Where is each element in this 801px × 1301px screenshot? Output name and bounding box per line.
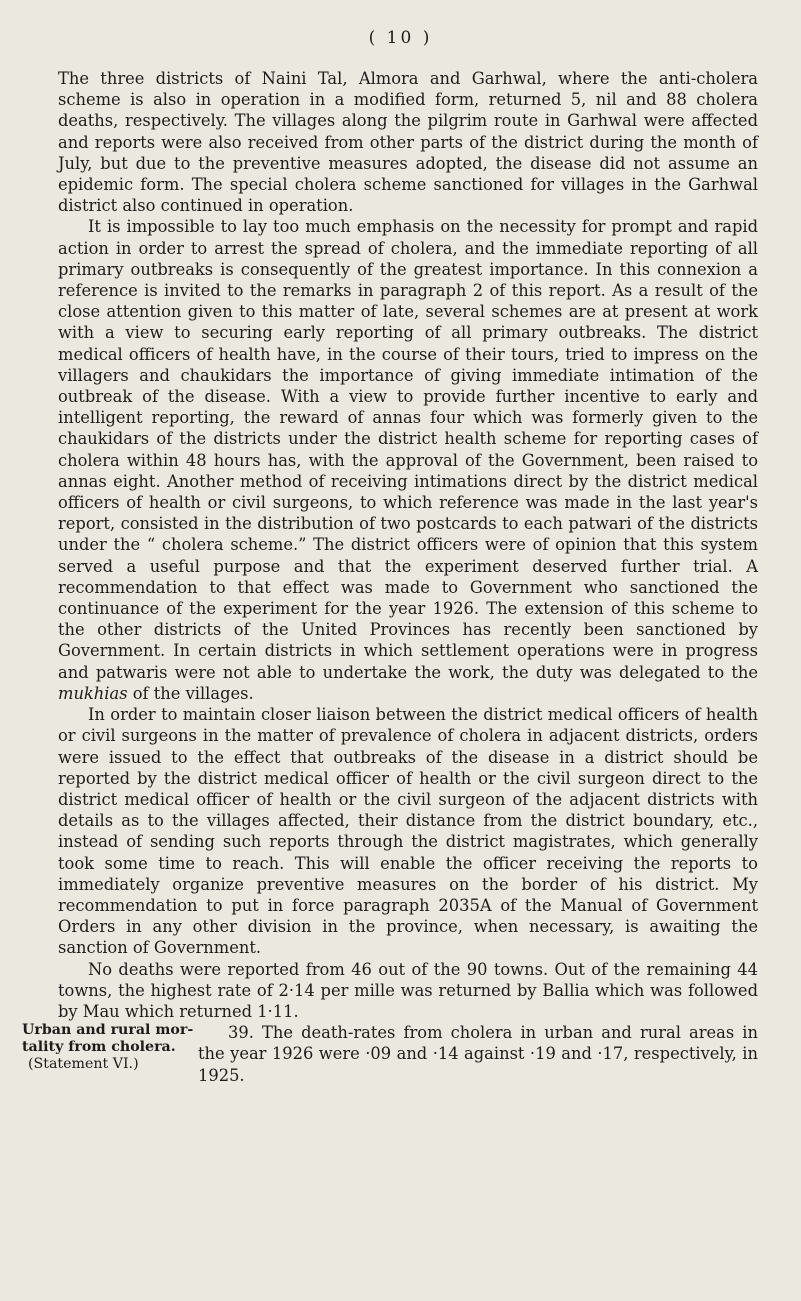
marginal-note: [22, 1022, 198, 1073]
paragraph-towns: No deaths were reported from 46 out of the 90 towns. Out of the remaining 44 towns, the highest rate of 2·14 per mille was returned by Ballia which was followed by Mau which returned 1·11.: [58, 959, 758, 1021]
paragraph-reporting-tail: of the villages.: [127, 683, 254, 703]
paragraph-reporting-outbreaks: [58, 216, 758, 704]
paragraph-kumaon-districts: The three districts of Naini Tal, Almora and Garhwal, where the anti-cholera scheme is also in operation in a modified form, returned 5, nil and 88 cholera deaths, respectively. The villages along the pilgrim route in Garhwal were affected and reports were also received from other parts of the district during the month of July, but due to the preventive measures adopted, the disease did not assume an epidemic form. The special cholera scheme sanctioned for villages in the Garhwal district also continued in operation.: [58, 69, 758, 216]
paragraph-liaison: In order to maintain closer liaison between the district medical officers of health or civil surgeons in the matter of prevalence of cholera in adjacent districts, orders were issued to the effect that outbreaks of the disease in a district should be reported by the district medical officer of health or the civil surgeon direct to the district medical officer of health or the civil surgeon of the adjacent districts with details as to the villages affected, their distance from the district boundary, etc., instead of sending such reports through the district magistrates, which generally took some time to reach. This will enable the officer receiving the reports to immediately organize preventive measures on the border of his district. My recommendation to put in force paragraph 2035A of the Manual of Government Orders in any other division in the province, when necessary, is awaiting the sanction of Government.: [58, 705, 758, 958]
paragraph-death-rates: 39. The death-rates from cholera in urban and rural areas in the year 1926 were ·09 and ·14 against ·19 and ·17, respectively, in 1925.: [198, 1023, 758, 1085]
paragraph-reporting-text: It is impossible to lay too much emphasis on the necessity for prompt and rapid action in order to arrest the spread of cholera, and the immediate reporting of all primary outbreaks is consequently of the greatest importance. In this connexion a reference is invited to the remarks in paragraph 2 of this report. As a result of the close attention given to this matter of late, several schemes are at present at work with a view to securing early reporting of all primary outbreaks. The district medical officers of health have, in the course of their tours, tried to impress on the villagers and chaukidars the importance of giving immediate intimation of the outbreak of the disease. With a view to provide further incentive to early and intelligent reporting, the reward of annas four which was formerly given to the chaukidars of the districts under the district health scheme for reporting cases of cholera within 48 hours has, with the approval of the Government, been raised to annas eight. Another method of receiving intimations direct by the district medical officers of health or civil surgeons, to which reference was made in the last year's report, consisted in the distribution of two postcards to each patwari of the districts under the “ cholera scheme.” The district officers were of opinion that this system served a useful purpose and that the experiment deserved further trial. A recommendation to that effect was made to Government who sanctioned the continuance of the experiment for the year 1926. The extension of this scheme to the other districts of the United Provinces has recently been sanctioned by Government. In certain districts in which settlement operations were in progress and patwaris were not able to undertake the work, the duty was delegated to the: [58, 217, 758, 682]
marginal-note-line-3: (Statement VI.): [28, 1056, 139, 1073]
section-urban-rural: [22, 1022, 758, 1086]
page-number: ( 10 ): [368, 28, 433, 48]
body-text: [22, 68, 758, 1086]
italic-term: mukhias: [58, 683, 128, 703]
marginal-note-line-1: Urban and rural mor-: [22, 1022, 194, 1039]
marginal-note-line-2: tality from cholera.: [22, 1039, 176, 1056]
